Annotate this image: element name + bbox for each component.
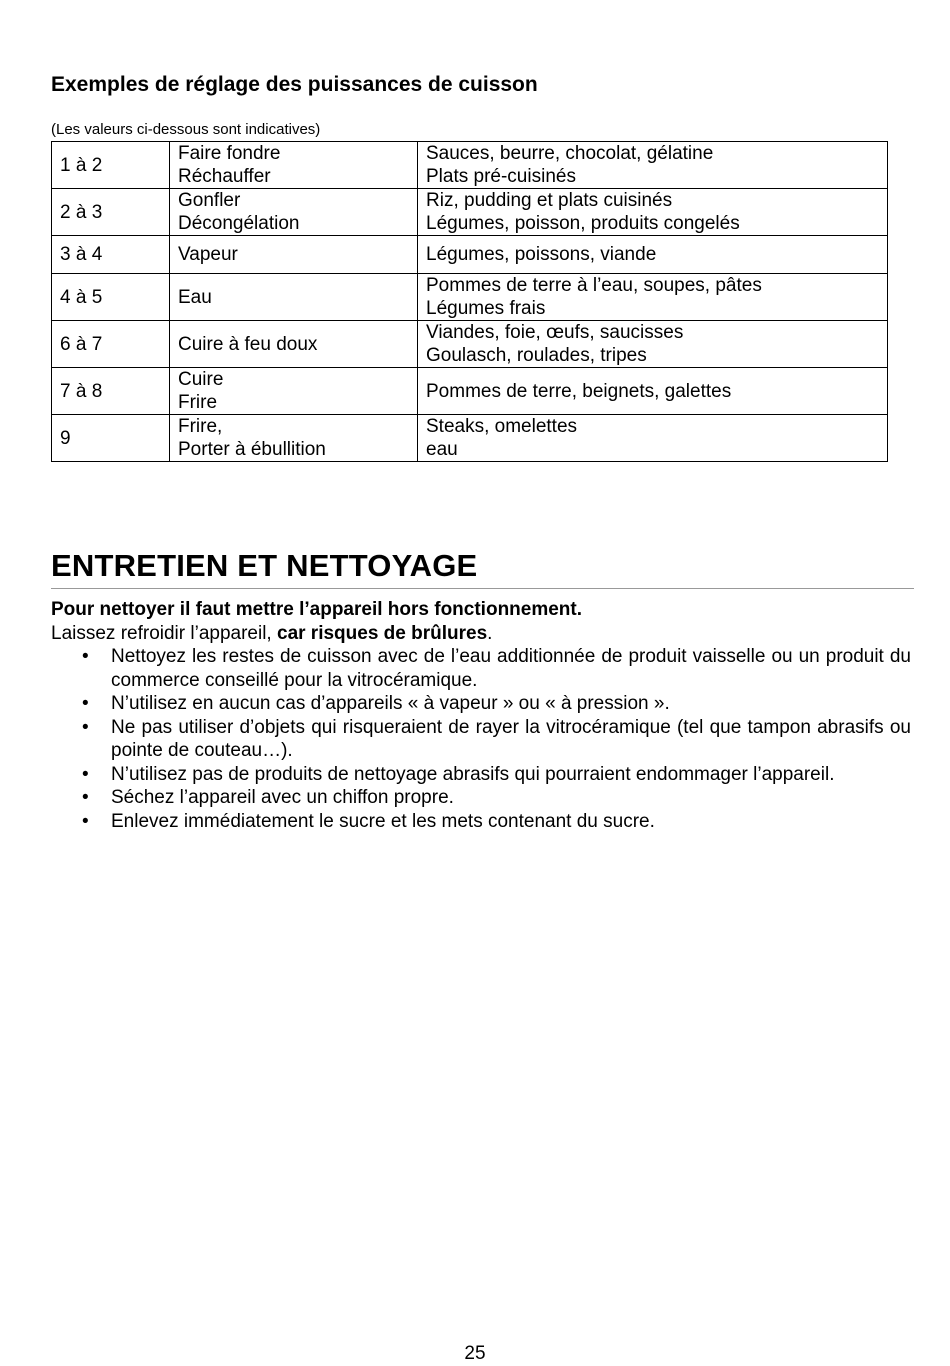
cooking-mode: Frire bbox=[178, 392, 218, 413]
table-row bbox=[52, 321, 888, 368]
cooking-mode: Gonfler bbox=[178, 190, 241, 211]
food-examples-cell bbox=[418, 415, 888, 462]
cooking-mode: Eau bbox=[178, 286, 212, 308]
food-example: eau bbox=[426, 439, 458, 460]
food-example: Légumes frais bbox=[426, 298, 546, 319]
list-item-text: N’utilisez en aucun cas d’appareils « à vapeur » ou « à pression ». bbox=[111, 693, 670, 714]
cool-down-end: . bbox=[487, 623, 493, 644]
food-example: Légumes, poisson, produits congelés bbox=[426, 213, 740, 234]
food-examples-cell bbox=[418, 236, 888, 274]
bullet-icon: • bbox=[82, 763, 89, 785]
list-item-text: N’utilisez pas de produits de nettoyage abrasifs qui pourraient endommager l’appareil. bbox=[111, 763, 835, 785]
list-item-text: Enlevez immédiatement le sucre et les mets contenant du sucre. bbox=[111, 810, 655, 832]
bullet-icon: • bbox=[82, 787, 89, 808]
food-examples-cell bbox=[418, 274, 888, 321]
food-examples-cell bbox=[418, 189, 888, 236]
food-example: Plats pré-cuisinés bbox=[426, 166, 576, 187]
cooking-mode: Cuire à feu doux bbox=[178, 333, 318, 355]
bullet-icon: • bbox=[82, 716, 89, 738]
table-row bbox=[52, 236, 888, 274]
table-row bbox=[52, 189, 888, 236]
power-level-cell: 6 à 7 bbox=[52, 321, 170, 368]
cooking-mode: Frire, bbox=[178, 416, 223, 437]
list-item bbox=[51, 716, 911, 763]
power-level-cell: 4 à 5 bbox=[52, 274, 170, 321]
food-example: Goulasch, roulades, tripes bbox=[426, 345, 647, 366]
cooking-mode: Décongélation bbox=[178, 213, 300, 234]
food-examples-cell bbox=[418, 321, 888, 368]
cooking-mode-cell bbox=[170, 189, 418, 236]
cooking-mode: Cuire bbox=[178, 369, 224, 390]
power-level-cell: 7 à 8 bbox=[52, 368, 170, 415]
cool-down-instruction bbox=[51, 622, 911, 645]
burn-risk-text: car risques de brûlures bbox=[277, 623, 488, 644]
cool-down-text: Laissez refroidir l’appareil, bbox=[51, 623, 277, 644]
indicative-note: (Les valeurs ci-dessous sont indicatives) bbox=[51, 121, 321, 138]
food-examples-cell bbox=[418, 142, 888, 189]
power-level-cell: 1 à 2 bbox=[52, 142, 170, 189]
list-item bbox=[51, 645, 911, 692]
list-item bbox=[51, 810, 911, 834]
food-examples-cell bbox=[418, 368, 888, 415]
maintenance-title: ENTRETIEN ET NETTOYAGE bbox=[51, 548, 478, 583]
list-item-text: Ne pas utiliser d’objets qui risqueraient de rayer la vitrocéramique (tel que tampon abrasifs ou pointe de couteau…). bbox=[111, 716, 911, 761]
bullet-icon: • bbox=[82, 693, 89, 714]
list-item bbox=[51, 786, 911, 810]
list-item-text: Séchez l’appareil avec un chiffon propre. bbox=[111, 787, 454, 808]
list-item-text: Nettoyez les restes de cuisson avec de l’eau additionnée de produit vaisselle ou un produit du commerce conseillé pour la vitrocéramique. bbox=[111, 646, 911, 691]
food-example: Riz, pudding et plats cuisinés bbox=[426, 190, 673, 211]
food-example: Légumes, poissons, viande bbox=[426, 244, 657, 265]
food-example: Pommes de terre, beignets, galettes bbox=[426, 380, 732, 402]
cleaning-instructions-list bbox=[51, 645, 911, 833]
cooking-mode-cell bbox=[170, 236, 418, 274]
section-title: Exemples de réglage des puissances de cuisson bbox=[51, 73, 538, 96]
cooking-mode-cell bbox=[170, 321, 418, 368]
cooking-mode: Vapeur bbox=[178, 244, 238, 265]
cooking-mode-cell bbox=[170, 415, 418, 462]
food-example: Pommes de terre à l’eau, soupes, pâtes bbox=[426, 275, 762, 296]
list-item bbox=[51, 763, 911, 787]
maintenance-warning: Pour nettoyer il faut mettre l’appareil hors fonctionnement. bbox=[51, 599, 583, 620]
power-level-cell: 3 à 4 bbox=[52, 236, 170, 274]
bullet-icon: • bbox=[82, 646, 89, 667]
cooking-mode: Réchauffer bbox=[178, 166, 271, 187]
table-row bbox=[52, 415, 888, 462]
food-example: Steaks, omelettes bbox=[426, 416, 578, 437]
list-item bbox=[51, 692, 911, 716]
title-divider bbox=[51, 588, 914, 589]
table-row bbox=[52, 142, 888, 189]
cooking-power-table bbox=[51, 141, 888, 462]
cooking-mode-cell bbox=[170, 274, 418, 321]
power-level-cell: 2 à 3 bbox=[52, 189, 170, 236]
table-row bbox=[52, 368, 888, 415]
food-example: Viandes, foie, œufs, saucisses bbox=[426, 322, 684, 343]
cooking-mode-cell bbox=[170, 142, 418, 189]
bullet-icon: • bbox=[82, 810, 89, 832]
food-example: Sauces, beurre, chocolat, gélatine bbox=[426, 143, 714, 164]
page-number: 25 bbox=[464, 1343, 486, 1364]
table-row bbox=[52, 274, 888, 321]
cooking-mode-cell bbox=[170, 368, 418, 415]
cooking-mode: Porter à ébullition bbox=[178, 439, 326, 460]
power-level-cell: 9 bbox=[52, 415, 170, 462]
cooking-mode: Faire fondre bbox=[178, 143, 281, 164]
